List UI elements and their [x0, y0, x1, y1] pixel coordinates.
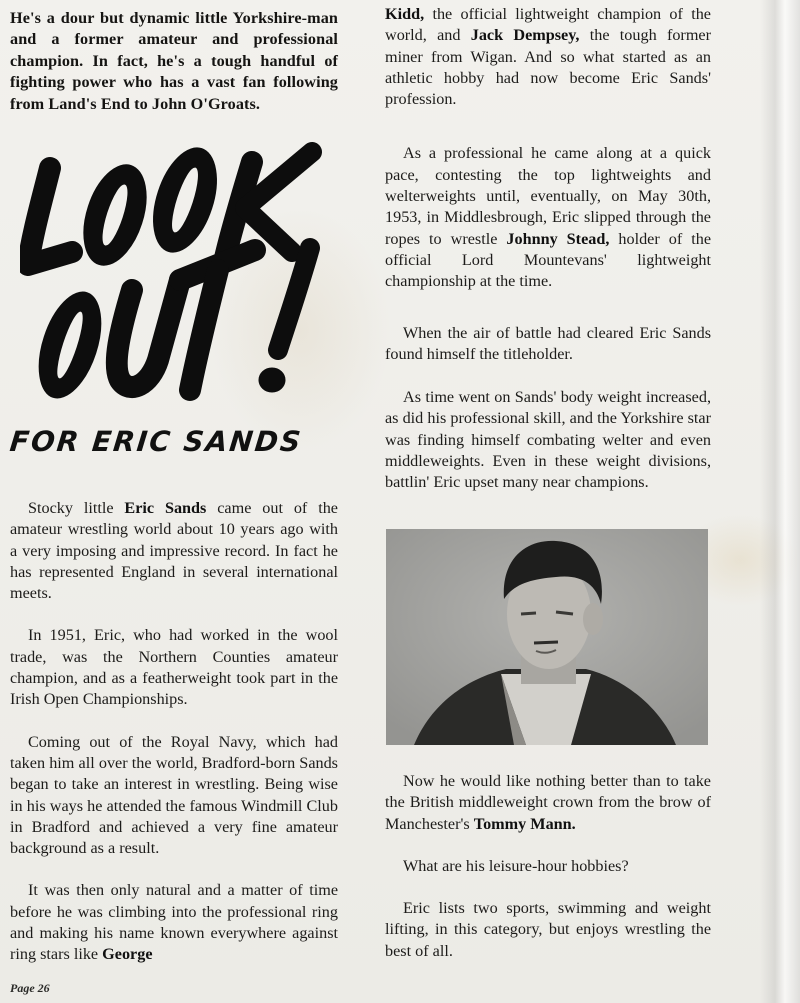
paragraph-professional [385, 143, 711, 292]
right-column-lower [385, 771, 711, 962]
left-column-body [10, 498, 338, 966]
intro-paragraph: He's a dour but dynamic little Yorkshire-man and a former amateur and professional champion. In fact, he's a tough handful of fighting power who has a vast fan following from Land's End to John O'Groats. [10, 9, 338, 113]
portrait-photo [386, 529, 708, 745]
page-number: Page 26 [10, 981, 50, 995]
text: As a professional he came along at a quick pace, contesting the top lightweights and welterweights until, eventually, on May 30th, 1953, in Middlesbrough, Eric slipped through the ropes to wrestle [385, 144, 711, 248]
text: It was then only natural and a matter of time before he was climbing into the professional ring and making his name known everywhere against ring stars like [10, 881, 338, 964]
left-column [10, 8, 338, 115]
bold-name-jack-dempsey: Jack Dempsey, [470, 26, 580, 45]
text: the official lightweight champion of the world, and [385, 5, 711, 45]
bold-name-george: George [102, 945, 153, 964]
headline-subtitle: FOR ERIC SANDS [8, 425, 305, 458]
paragraph-air-of-battle: When the air of battle had cleared Eric Sands found himself the titleholder. [385, 323, 711, 363]
headline-look-out [20, 140, 340, 420]
paragraph-kidd [385, 4, 711, 110]
paragraph-1951: In 1951, Eric, who had worked in the wool trade, was the Northern Counties amateur champion, and as a featherweight took part in the Irish Open Championships. [10, 626, 338, 709]
text: Stocky little [28, 499, 125, 517]
paragraph-stocky [10, 498, 338, 604]
paragraph-hobbies-question: What are his leisure-hour hobbies? [403, 856, 629, 875]
bold-name-johnny-stead: Johnny Stead, [506, 229, 610, 248]
text: holder of the official Lord Mountevans' lightweight championship at the time. [385, 229, 712, 291]
bold-name-tommy-mann: Tommy Mann. [473, 814, 576, 833]
paragraph-hobbies-answer: Eric lists two sports, swimming and weight lifting, in this category, but enjoys wrestling the best of all. [385, 899, 711, 960]
bold-name-kidd: Kidd, [385, 5, 425, 23]
look-out-lettering-icon [20, 140, 340, 420]
text: the tough former miner from Wigan. And so what started as an athletic hobby had now become Eric Sands' profession. [385, 26, 711, 109]
text: Now he would like nothing better than to take the British middleweight crown from the brow of Manchester's [385, 772, 711, 833]
paragraph-natural [10, 880, 338, 965]
bold-name-eric-sands: Eric Sands [124, 499, 207, 517]
right-column [385, 4, 711, 494]
portrait-image-icon [386, 529, 708, 745]
text: came out of the amateur wrestling world about 10 years ago with a very imposing and impressive record. In fact he has represented England in several international meets. [10, 499, 338, 603]
paragraph-tommy-mann [385, 771, 711, 835]
paragraph-body-weight: As time went on Sands' body weight increased, as did his professional skill, and the Yorkshire star was finding himself combating welter and even middleweights. Even in these weight divisions, battlin' Eric upset many near champions. [385, 388, 711, 492]
paragraph-royal-navy: Coming out of the Royal Navy, which had taken him all over the world, Bradford-born Sands began to take an interest in wrestling. Being wise in his ways he attended the famous Windmill Club in Bradford and achieved a very fine amateur background as a result. [10, 732, 338, 858]
